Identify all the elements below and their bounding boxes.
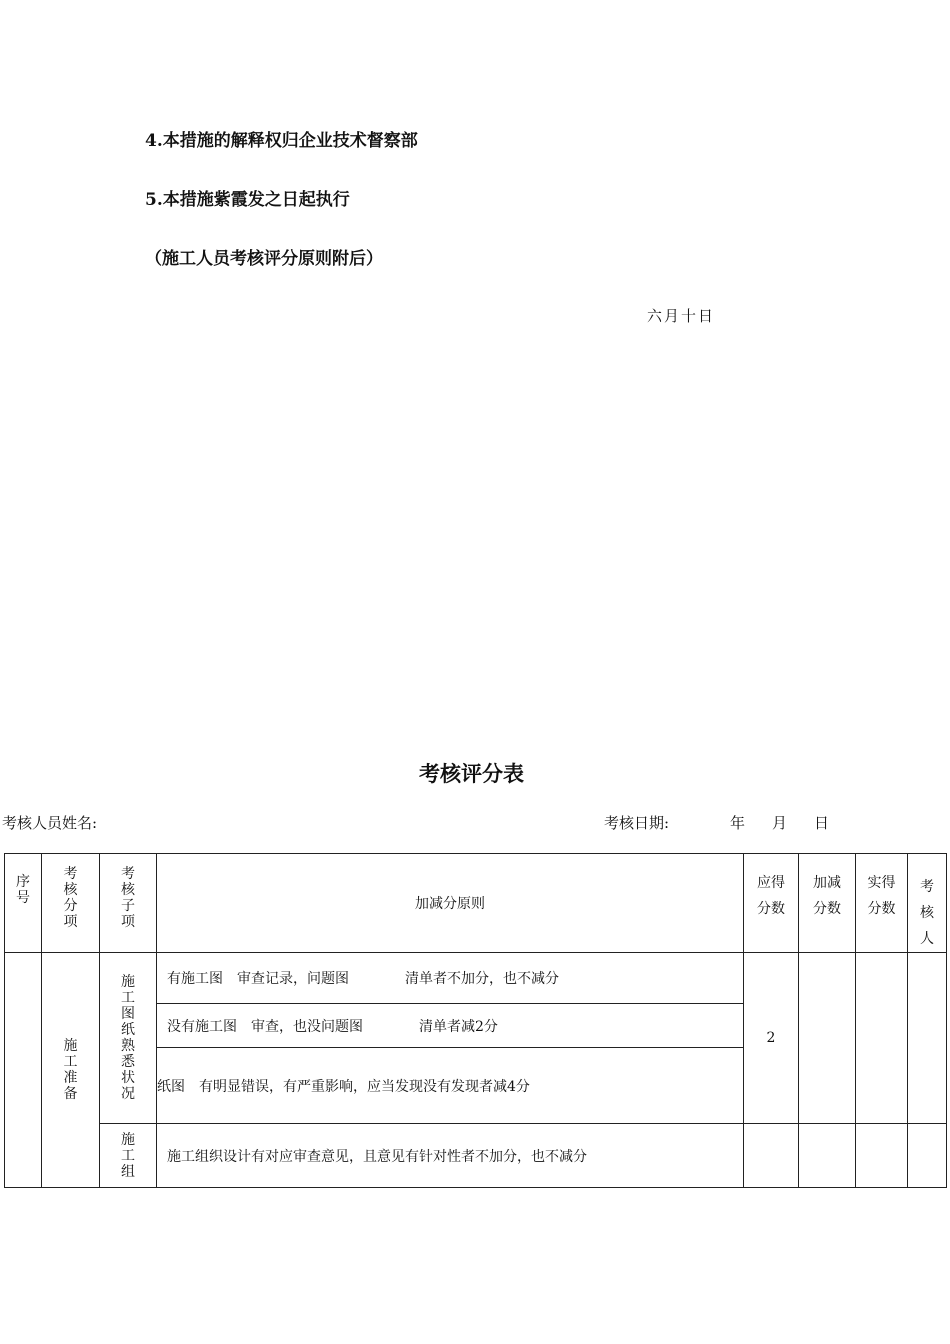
header-subcategory: 考核子项 [100, 854, 157, 953]
rule-text: 施工组织设计有对应审查意见，且意见有针对性者不加分，也不减分 [157, 1124, 744, 1188]
subcategory-construction-cell: 施工组 [100, 1124, 157, 1188]
rule-text: 没有施工图 审查，也没问题图 清单者减2分 [157, 1004, 744, 1048]
header-adjust-score: 加减分数 [799, 854, 856, 953]
rule-text: 纸图 有明显错误，有严重影响，应当发现没有发现者减4分 [157, 1048, 744, 1124]
due-score-cell [744, 1124, 799, 1188]
due-score-cell: 2 [744, 953, 799, 1124]
form-title: 考核评分表 [419, 761, 524, 786]
header-category: 考核分项 [42, 854, 100, 953]
assessment-date-label: 考核日期: [604, 814, 670, 832]
note-appendix: （施工人员考核评分原则附后） [145, 249, 383, 269]
header-rules: 加减分原则 [157, 854, 744, 953]
adjust-score-cell [799, 953, 856, 1124]
month-label: 月 [772, 814, 788, 832]
table-header-row [5, 854, 947, 953]
subcategory-drawings-cell: 施工图纸熟悉状况 [100, 953, 157, 1124]
rule-text: 有施工图 审查记录，问题图 清单者不加分，也不减分 [157, 953, 744, 1004]
year-label: 年 [730, 814, 746, 832]
note-date: 六月十日 [647, 307, 716, 325]
actual-score-cell [856, 1124, 908, 1188]
assessor-cell [908, 953, 947, 1124]
table-row [5, 1124, 947, 1188]
header-actual-score: 实得分数 [856, 854, 908, 953]
category-cell: 施工准备 [42, 953, 100, 1188]
note-item-4: 4.本措施的解释权归企业技术督察部 [145, 131, 418, 151]
day-label: 日 [814, 814, 830, 832]
table-row [5, 953, 947, 1004]
score-table [4, 853, 947, 1188]
adjust-score-cell [799, 1124, 856, 1188]
header-assessor: 考核人 [908, 854, 947, 953]
note-item-5: 5.本措施紫霞发之日起执行 [145, 190, 350, 210]
seq-cell [5, 953, 42, 1188]
header-seq: 序号 [5, 854, 42, 953]
assessor-cell [908, 1124, 947, 1188]
assessee-name-label: 考核人员姓名: [2, 814, 98, 832]
header-due-score: 应得分数 [744, 854, 799, 953]
actual-score-cell [856, 953, 908, 1124]
